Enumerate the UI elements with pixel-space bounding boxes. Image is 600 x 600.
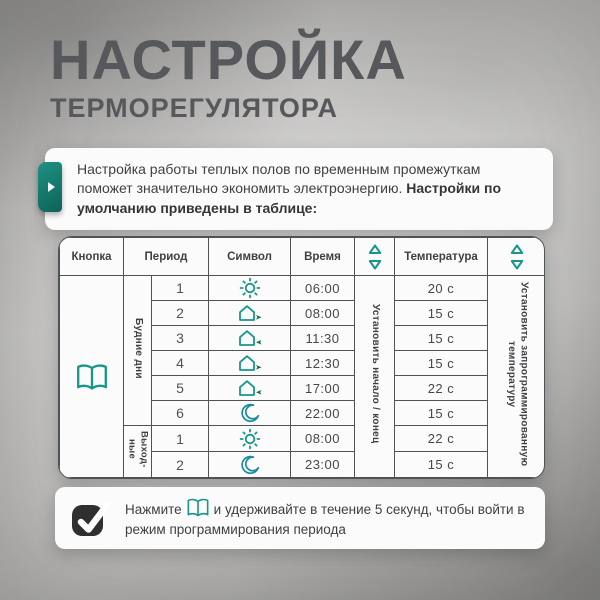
period-number: 6 [152,401,209,426]
house-leave-icon [209,301,291,326]
table-row [60,426,546,452]
house-return-icon [209,326,291,351]
note-text [112,491,545,544]
header-button: Кнопка [60,238,124,276]
header-symbol: Символ [209,238,291,276]
page-title: НАСТРОЙКА [50,28,407,91]
page-title-block [50,28,407,124]
time-value: 22:00 [291,401,355,426]
period-number: 1 [152,276,209,301]
temp-value: 15 с [395,401,488,426]
header-temperature: Температура [395,238,488,276]
vertical-temp-label: Установить запрограммированную температуру [488,276,546,478]
note-text-after: и удерживайте в течение 5 секунд, чтобы войти в режим программирования периода [125,502,525,537]
temp-value: 20 с [395,276,488,301]
info-text-normal: Настройка работы теплых полов по временным промежуткам поможет значительно экономить электроэнергию. [77,161,481,197]
time-value: 23:00 [291,452,355,478]
temp-value: 15 с [395,301,488,326]
schedule-table-card [58,236,545,479]
period-number: 3 [152,326,209,351]
info-card-tab [38,162,62,212]
temp-up-down-arrows-icon [488,238,546,276]
header-time: Время [291,238,355,276]
time-value: 11:30 [291,326,355,351]
info-text-bold: Настройки по умолчанию приведены в таблице: [77,180,502,216]
period-number: 1 [152,426,209,452]
period-number: 2 [152,452,209,478]
sun-icon [209,276,291,301]
checked-checkbox-icon [68,496,112,540]
temp-value: 15 с [395,326,488,351]
vertical-time-label: Установить начало / конец [355,276,395,478]
period-number: 5 [152,376,209,401]
table-header-row [60,238,546,276]
house-leave-icon [209,351,291,376]
page-subtitle: ТЕРМОРЕГУЛЯТОРА [50,93,339,123]
schedule-table [59,237,545,478]
info-text [45,150,553,228]
temp-value: 15 с [395,351,488,376]
time-value: 12:30 [291,351,355,376]
time-value: 17:00 [291,376,355,401]
group-weekdays: Будние дни [124,276,152,426]
time-value: 08:00 [291,426,355,452]
temp-value: 15 с [395,452,488,478]
time-value: 08:00 [291,301,355,326]
sun-icon [209,426,291,452]
period-number: 4 [152,351,209,376]
moon-icon [209,452,291,478]
house-return-icon [209,376,291,401]
note-text-before: Нажмите [125,502,182,518]
play-icon [48,182,55,192]
table-row [60,276,546,301]
temp-value: 22 с [395,426,488,452]
open-book-icon [60,276,124,478]
time-value: 06:00 [291,276,355,301]
note-card [55,487,545,549]
header-period: Период [124,238,209,276]
moon-icon [209,401,291,426]
period-number: 2 [152,301,209,326]
group-weekend: Выход-ные [124,426,152,478]
open-book-icon [185,497,211,518]
info-card [45,148,553,230]
temp-value: 22 с [395,376,488,401]
time-up-down-arrows-icon [355,238,395,276]
